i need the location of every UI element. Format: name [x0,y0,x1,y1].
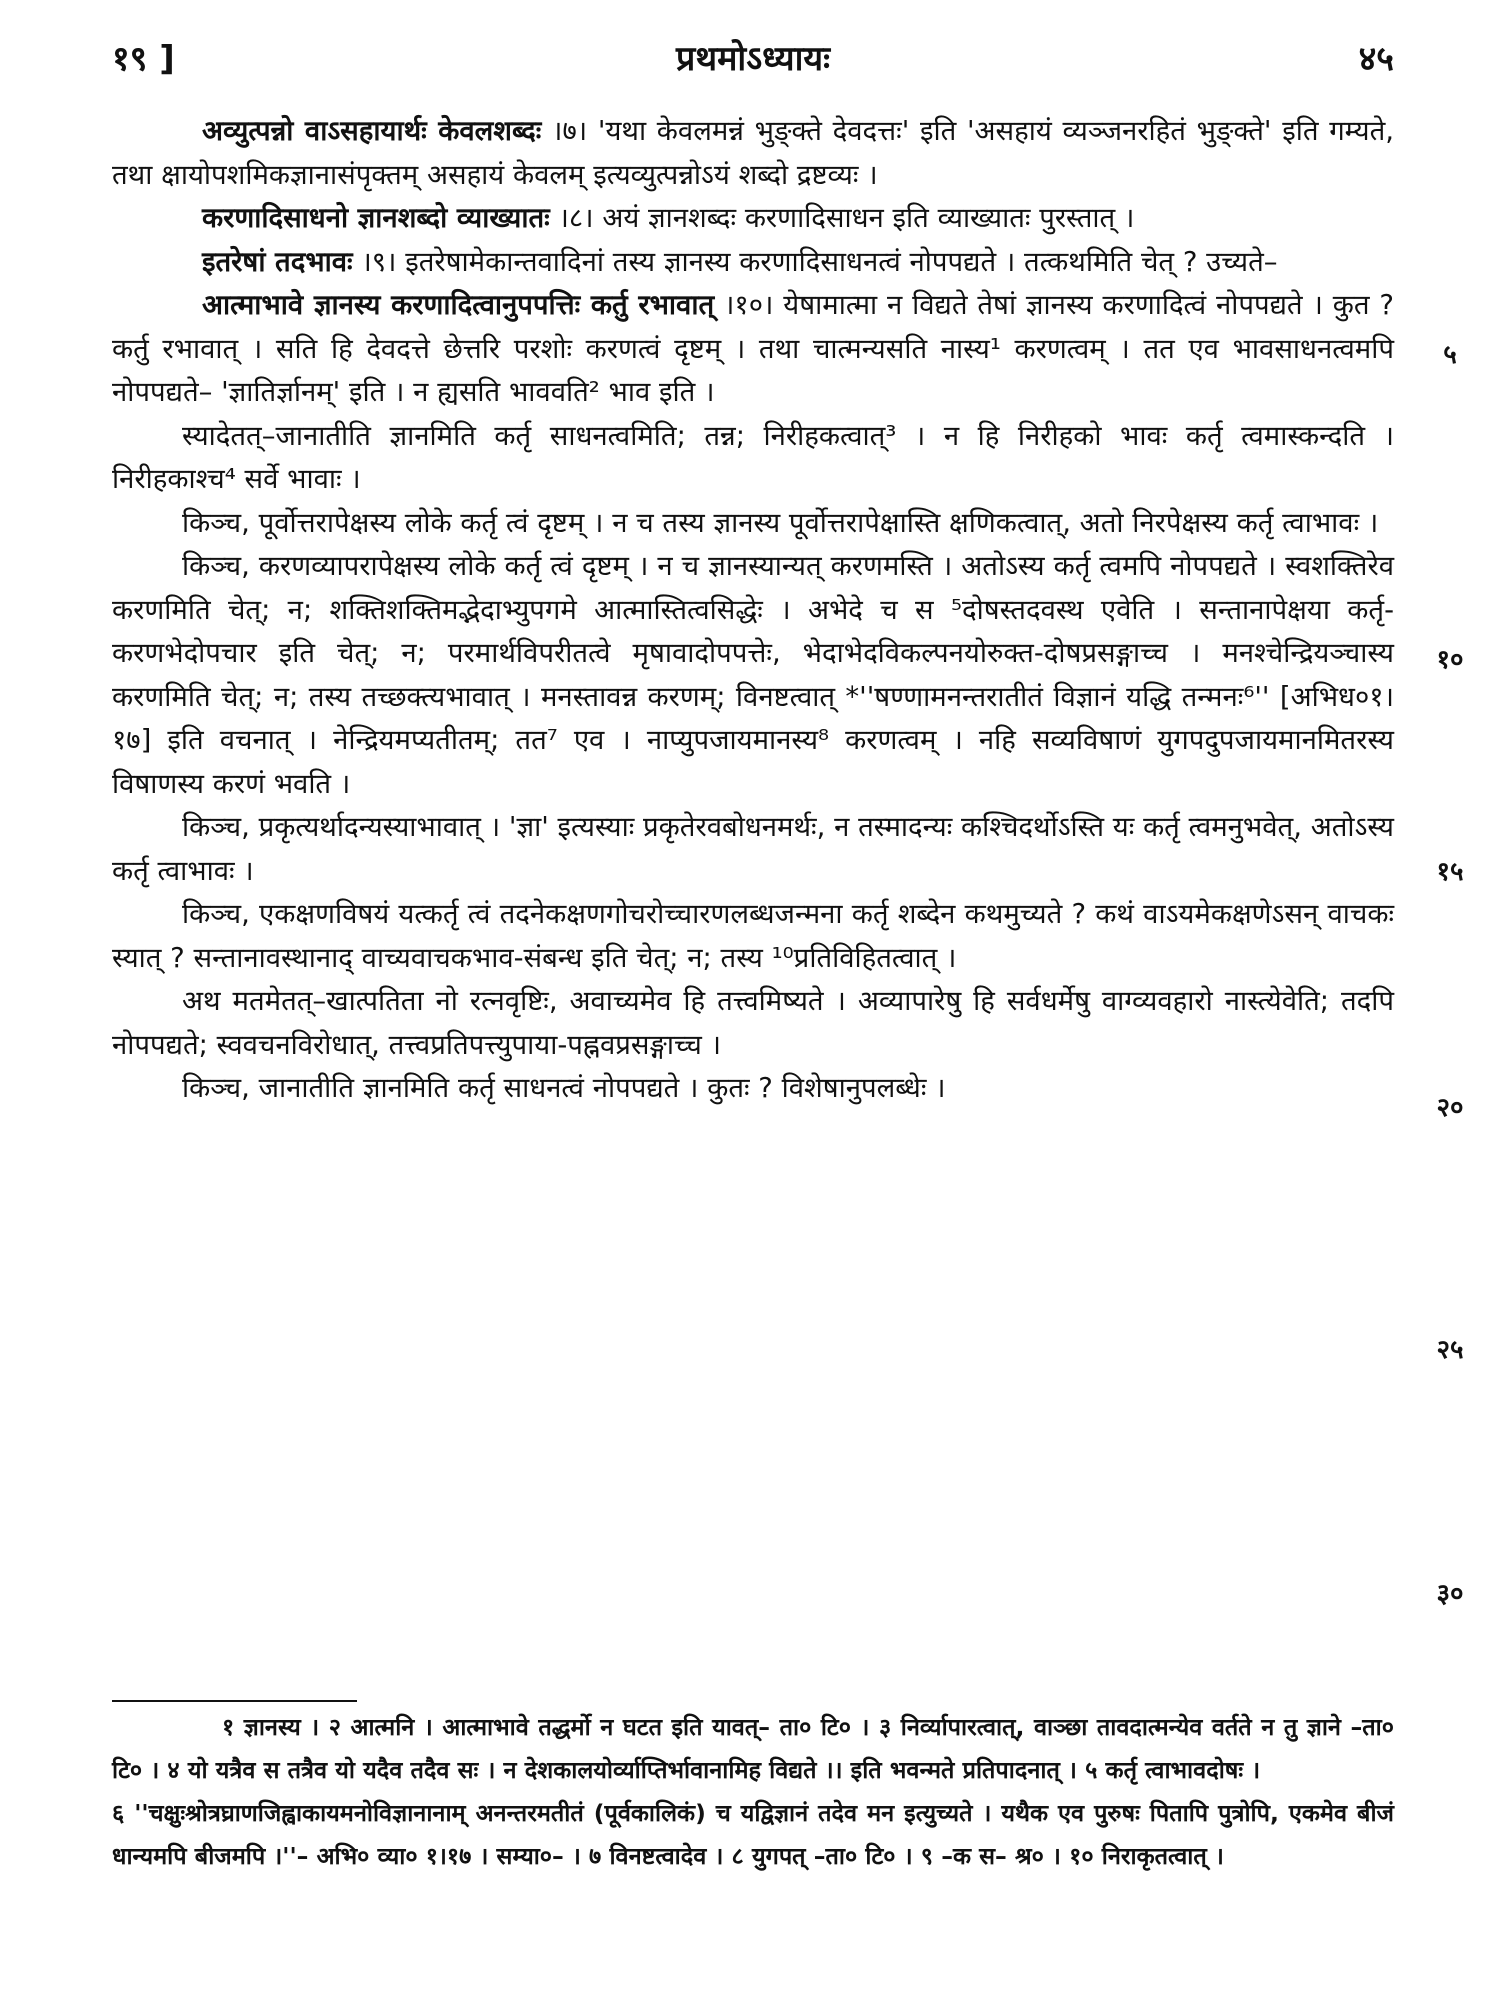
commentary-text: ।८। अयं ज्ञानशब्दः करणादिसाधन इति व्याख्यातः पुरस्तात् । [549,202,1135,234]
line-number: ३० [1436,1579,1464,1609]
commentary-text: किञ्च, एकक्षणविषयं यत्कर्तृ त्वं तदनेकक्षणगोचरोच्चारणलब्धजन्मना कर्तृ शब्देन कथमुच्यते ? कथं वाऽयमेकक्षणेऽसन् वाचकः स्यात् ? सन्तानावस्थानाद् वाच्यवाचकभाव-संबन्ध इति चेत्; न; तस्य ¹⁰प्रतिविहितत्वात् । [112,898,1394,974]
paragraph-sutra-9 [112,241,1394,285]
commentary-text: ।१०। येषामात्मा न विद्यते तेषां ज्ञानस्य करणादित्वं नोपपद्यते । कुत ? कर्तु रभावात् । सति हि देवदत्ते छेत्तरि परशोः करणत्वं दृष्टम् । तथा चात्मन्यसति नास्य¹ करणत्वम् । तत एव भावसाधनत्वमपि नोपपद्यते– 'ज्ञातिर्ज्ञानम्' इति । न ह्यसति भाववति² भाव इति । [112,289,1394,408]
paragraph [112,1067,1394,1111]
commentary-text: स्यादेतत्–जानातीति ज्ञानमिति कर्तृ साधनत्वमिति; तन्न; निरीहकत्वात्³ । न हि निरीहको भावः कर्तृ त्वमास्कन्दति । निरीहकाश्च⁴ सर्वे भावाः । [112,419,1394,495]
paragraph [112,415,1394,502]
commentary-text: किञ्च, पूर्वोत्तरापेक्षस्य लोके कर्तृ त्वं दृष्टम् । न च तस्य ज्ञानस्य पूर्वोत्तरापेक्षास्ति क्षणिकत्वात्, अतो निरपेक्षस्य कर्तृ त्वाभावः । [182,506,1379,539]
commentary-text: किञ्च, जानातीति ज्ञानमिति कर्तृ साधनत्वं नोपपद्यते । कुतः ? विशेषानुपलब्धेः । [182,1072,946,1104]
commentary-text: अथ मतमेतत्–खात्पतिता नो रत्नवृष्टिः, अवाच्यमेव हि तत्त्वमिष्यते । अव्यापारेषु हि सर्वधर्मेषु वाग्व्यवहारो नास्त्येवेति; तदपि नोपपद्यते; स्ववचनविरोधात्, तत्त्वप्रतिपत्त्युपाया-पह्नवप्रसङ्गाच्च । [112,985,1394,1061]
paragraph [112,545,1394,806]
main-text [112,110,1394,1111]
paragraph [112,502,1394,546]
sutra-text: करणादिसाधनो ज्ञानशब्दो व्याख्यातः [202,202,550,234]
sutra-text: अव्युत्पन्नो वाऽसहायार्थः केवलशब्दः [202,115,542,147]
page-number: ४५ [1358,39,1394,79]
line-number: ५ [1443,340,1457,370]
footnotes [112,1706,1394,1878]
footnote-block: ६ ''चक्षुःश्रोत्रघ्राणजिह्वाकायमनोविज्ञानानाम् अनन्तरमतीतं (पूर्वकालिकं) च यद्विज्ञानं तदेव मन इत्युच्यते । यथैक एव पुरुषः पितापि पुत्रोपि, एकमेव बीजं धान्यमपि बीजमपि ।''– अभि० व्या० १।१७ । सम्या०– । ७ विनष्टत्वादेव । ८ युगपत् –ता० टि० । ९ –क स– श्र० । १० निराकृतत्वात् । [112,1799,1394,1870]
line-number: १५ [1436,857,1464,887]
chapter-title: प्रथमोऽध्यायः [676,39,830,79]
paragraph [112,980,1394,1067]
commentary-text: किञ्च, प्रकृत्यर्थादन्यस्याभावात् । 'ज्ञा' इत्यस्याः प्रकृतेरवबोधनमर्थः, न तस्मादन्यः कश्चिदर्थोऽस्ति यः कर्तृ त्वमनुभवेत्, अतोऽस्य कर्तृ त्वाभावः । [112,811,1394,887]
line-number: २० [1436,1093,1464,1123]
section-number: १९ ] [112,39,175,79]
paragraph [112,806,1394,893]
commentary-text: किञ्च, करणव्यापरापेक्षस्य लोके कर्तृ त्वं दृष्टम् । न च ज्ञानस्यान्यत् करणमस्ति । अतोऽस्य कर्तृ त्वमपि नोपपद्यते । स्वशक्तिरेव करणमिति चेत्; न; शक्तिशक्तिमद्भेदाभ्युपगमे आत्मास्तित्वसिद्धेः । अभेदे च स ⁵दोषस्तदवस्थ एवेति । सन्तानापेक्षया कर्तृ-करणभेदोपचार इति चेत्; न; परमार्थविपरीतत्वे मृषावादोपपत्तेः, भेदाभेदविकल्पनयोरुक्त-दोषप्रसङ्गाच्च । मनश्चेन्द्रियञ्चास्य करणमिति चेत्; न; तस्य तच्छक्त्यभावात् । मनस्तावन्न करणम्; विनष्टत्वात् *''षण्णामनन्तरातीतं विज्ञानं यद्धि तन्मनः⁶'' [अभिध०१।१७] इति वचनात् । नेन्द्रियमप्यतीतम्; तत⁷ एव । नाप्युपजायमानस्य⁸ करणत्वम् । नहि सव्यविषाणं युगपदुपजायमानमितरस्य विषाणस्य करणं भवति । [112,550,1394,800]
page-header [112,34,1394,86]
footnote-block: १ ज्ञानस्य । २ आत्मनि । आत्माभावे तद्धर्मो न घटत इति यावत्– ता० टि० । ३ निर्व्यापारत्वात्, वाञ्छा तावदात्मन्येव वर्तते न तु ज्ञाने –ता० टि० । ४ यो यत्रैव स तत्रैव यो यदैव तदैव सः । न देशकालयोर्व्याप्तिर्भावानामिह विद्यते ।। इति भवन्मते प्रतिपादनात् । ५ कर्तृ त्वाभावदोषः । [112,1713,1394,1784]
paragraph-sutra-8 [112,197,1394,241]
footnote-divider [112,1700,357,1702]
commentary-text: ।७। 'यथा केवलमन्नं भुङ्क्ते देवदत्तः' इति 'असहायं व्यञ्जनरहितं भुङ्क्ते' इति गम्यते, तथा क्षायोपशमिकज्ञानासंपृक्तम् असहायं केवलम् इत्यव्युत्पन्नोऽयं शब्दो द्रष्टव्यः । [112,115,1394,191]
line-number: १० [1436,645,1464,675]
sutra-text: आत्माभावे ज्ञानस्य करणादित्वानुपपत्तिः कर्तु रभावात् [202,289,715,321]
commentary-text: ।९। इतरेषामेकान्तवादिनां तस्य ज्ञानस्य करणादिसाधनत्वं नोपपद्यते । तत्कथमिति चेत् ? उच्यते– [352,245,1278,278]
sutra-text: इतरेषां तदभावः [202,245,353,278]
paragraph [112,893,1394,980]
line-number: २५ [1436,1335,1464,1365]
paragraph-sutra-10 [112,284,1394,415]
paragraph-sutra-7 [112,110,1394,197]
